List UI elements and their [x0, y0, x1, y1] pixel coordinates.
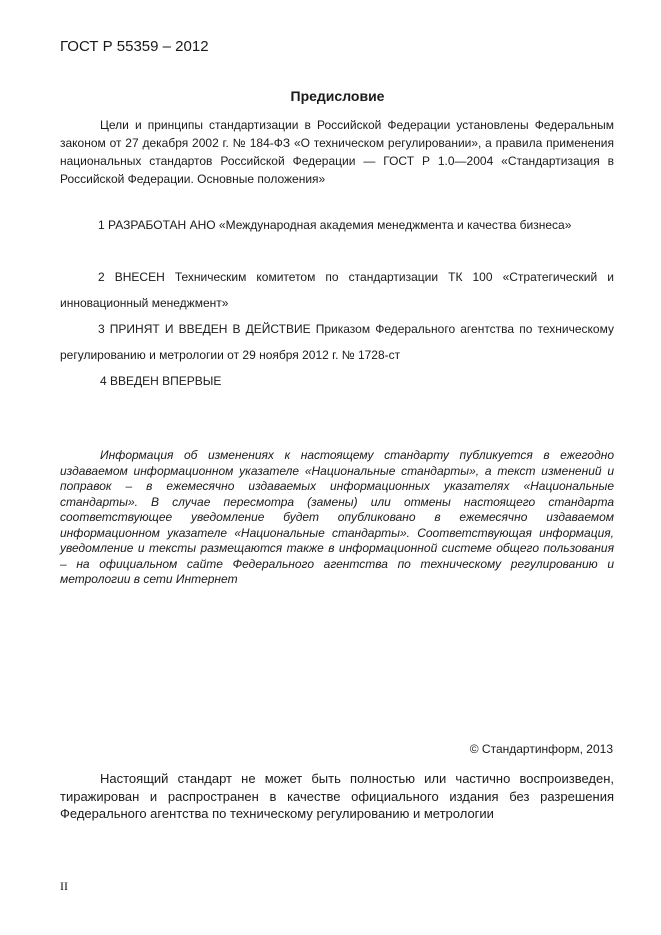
item-text: АНО «Международная академия менеджмента и качества бизнеса» [189, 218, 572, 232]
item-label: 2 ВНЕСЕН [98, 270, 165, 284]
item-label: 1 РАЗРАБОТАН [98, 218, 187, 232]
item-text: Приказом Федерального агентства по техническому регулированию и метрологии от 29 ноября 2012 г. № 1728-ст [60, 322, 614, 362]
intro-paragraph [60, 116, 614, 188]
info-notice: Информация об изменениях к настоящему стандарту публикуется в ежегодно издаваемом информационном указателе «Национальные стандарты», а текст изменений и поправок – в ежемесячно издаваемых информационных указателях «Национальные стандарты». В случае пересмотра (замены) или отмены настоящего стандарта соответствующее уведомление будет опубликовано в ежемесячно издаваемом информационном указателе «Национальные стандарты». Соответствующая информация, уведомление и тексты размещаются также в информационной системе общего пользования – на официальном сайте Федерального агентства по техническому регулированию и метрологии в сети Интернет [60, 448, 614, 586]
page-title: Предисловие [290, 88, 385, 104]
standard-code: ГОСТ Р 55359 – 2012 [60, 38, 209, 55]
item-adopted [60, 316, 614, 368]
item-introduced [60, 264, 614, 316]
item-label: 4 ВВЕДЕН ВПЕРВЫЕ [100, 374, 222, 388]
item-developed [60, 212, 614, 238]
item-label: 3 ПРИНЯТ И ВВЕДЕН В ДЕЙСТВИЕ [98, 322, 311, 336]
item-first-introduced [100, 368, 221, 394]
intro-text: Цели и принципы стандартизации в Российской Федерации установлены Федеральным законом от 27 декабря 2002 г. № 184-ФЗ «О техническом регулировании», а правила применения национальных стандартов Российской Федерации — ГОСТ Р 1.0—2004 «Стандартизация в Российской Федерации. Основные положения» [60, 118, 614, 186]
copyright: © Стандартинформ, 2013 [469, 742, 613, 756]
item-text: Техническим комитетом по стандартизации ТК 100 «Стратегический и инновационный менеджмент» [60, 270, 614, 310]
reproduction-notice: Настоящий стандарт не может быть полностью или частично воспроизведен, тиражирован и распространен в качестве официального издания без разрешения Федерального агентства по техническому регулированию и метрологии [60, 771, 614, 821]
page-number: II [60, 879, 68, 893]
